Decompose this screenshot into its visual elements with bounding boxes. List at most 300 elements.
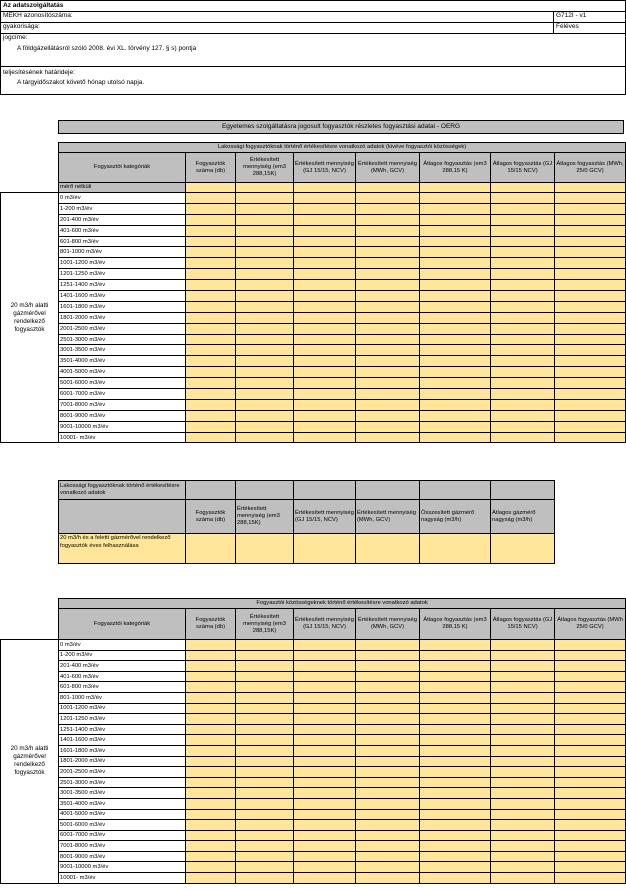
input-cell[interactable] (294, 323, 356, 334)
input-cell[interactable] (555, 798, 626, 809)
input-cell[interactable] (294, 410, 356, 421)
input-cell[interactable] (491, 777, 555, 788)
input-cell[interactable] (555, 830, 626, 841)
input-cell[interactable] (491, 225, 555, 236)
input-cell[interactable] (236, 334, 294, 345)
input-cell[interactable] (356, 809, 420, 820)
input-cell[interactable] (294, 767, 356, 778)
input-cell[interactable] (294, 745, 356, 756)
input-cell[interactable] (236, 378, 294, 389)
input-cell[interactable] (186, 830, 236, 841)
input-cell[interactable] (356, 236, 420, 247)
input-cell[interactable] (420, 323, 491, 334)
input-cell[interactable] (555, 735, 626, 746)
input-cell[interactable] (420, 334, 491, 345)
input-cell[interactable] (236, 389, 294, 400)
input-cell[interactable] (491, 809, 555, 820)
input-cell[interactable] (420, 534, 491, 564)
input-cell[interactable] (420, 640, 491, 651)
input-cell[interactable] (186, 809, 236, 820)
input-cell[interactable] (555, 399, 626, 410)
input-cell[interactable] (555, 820, 626, 831)
input-cell[interactable] (555, 661, 626, 672)
input-cell[interactable] (186, 236, 236, 247)
input-cell[interactable] (356, 777, 420, 788)
input-cell[interactable] (491, 756, 555, 767)
input-cell[interactable] (236, 851, 294, 862)
input-cell[interactable] (420, 389, 491, 400)
input-cell[interactable] (294, 661, 356, 672)
input-cell[interactable] (420, 756, 491, 767)
input-cell[interactable] (491, 301, 555, 312)
input-cell[interactable] (236, 183, 294, 193)
input-cell[interactable] (294, 671, 356, 682)
input-cell[interactable] (356, 183, 420, 193)
input-cell[interactable] (186, 671, 236, 682)
input-cell[interactable] (236, 682, 294, 693)
input-cell[interactable] (555, 756, 626, 767)
input-cell[interactable] (294, 692, 356, 703)
input-cell[interactable] (491, 183, 555, 193)
input-cell[interactable] (236, 193, 294, 204)
input-cell[interactable] (491, 841, 555, 852)
input-cell[interactable] (420, 851, 491, 862)
input-cell[interactable] (186, 798, 236, 809)
input-cell[interactable] (186, 756, 236, 767)
input-cell[interactable] (491, 203, 555, 214)
input-cell[interactable] (491, 798, 555, 809)
input-cell[interactable] (356, 432, 420, 443)
input-cell[interactable] (555, 203, 626, 214)
input-cell[interactable] (420, 671, 491, 682)
input-cell[interactable] (555, 640, 626, 651)
input-cell[interactable] (186, 745, 236, 756)
input-cell[interactable] (294, 862, 356, 873)
input-cell[interactable] (294, 389, 356, 400)
input-cell[interactable] (294, 345, 356, 356)
input-cell[interactable] (420, 841, 491, 852)
input-cell[interactable] (555, 367, 626, 378)
input-cell[interactable] (236, 534, 294, 564)
input-cell[interactable] (491, 640, 555, 651)
input-cell[interactable] (555, 193, 626, 204)
input-cell[interactable] (555, 851, 626, 862)
input-cell[interactable] (294, 356, 356, 367)
input-cell[interactable] (356, 703, 420, 714)
input-cell[interactable] (186, 421, 236, 432)
input-cell[interactable] (236, 301, 294, 312)
input-cell[interactable] (236, 724, 294, 735)
input-cell[interactable] (186, 767, 236, 778)
input-cell[interactable] (555, 280, 626, 291)
input-cell[interactable] (491, 873, 555, 884)
input-cell[interactable] (491, 312, 555, 323)
input-cell[interactable] (186, 258, 236, 269)
input-cell[interactable] (420, 724, 491, 735)
input-cell[interactable] (420, 410, 491, 421)
input-cell[interactable] (356, 873, 420, 884)
input-cell[interactable] (236, 312, 294, 323)
input-cell[interactable] (186, 214, 236, 225)
input-cell[interactable] (491, 820, 555, 831)
input-cell[interactable] (236, 777, 294, 788)
input-cell[interactable] (420, 692, 491, 703)
input-cell[interactable] (294, 703, 356, 714)
input-cell[interactable] (294, 193, 356, 204)
input-cell[interactable] (294, 735, 356, 746)
input-cell[interactable] (236, 203, 294, 214)
input-cell[interactable] (491, 323, 555, 334)
input-cell[interactable] (420, 225, 491, 236)
input-cell[interactable] (186, 661, 236, 672)
input-cell[interactable] (491, 432, 555, 443)
input-cell[interactable] (356, 356, 420, 367)
input-cell[interactable] (420, 650, 491, 661)
input-cell[interactable] (491, 767, 555, 778)
input-cell[interactable] (294, 724, 356, 735)
input-cell[interactable] (186, 650, 236, 661)
input-cell[interactable] (356, 367, 420, 378)
input-cell[interactable] (356, 640, 420, 651)
input-cell[interactable] (491, 280, 555, 291)
input-cell[interactable] (420, 788, 491, 799)
input-cell[interactable] (236, 735, 294, 746)
input-cell[interactable] (491, 724, 555, 735)
input-cell[interactable] (356, 334, 420, 345)
input-cell[interactable] (356, 301, 420, 312)
input-cell[interactable] (555, 671, 626, 682)
input-cell[interactable] (294, 183, 356, 193)
input-cell[interactable] (491, 745, 555, 756)
input-cell[interactable] (356, 312, 420, 323)
input-cell[interactable] (294, 841, 356, 852)
input-cell[interactable] (420, 258, 491, 269)
input-cell[interactable] (491, 410, 555, 421)
input-cell[interactable] (236, 356, 294, 367)
input-cell[interactable] (294, 269, 356, 280)
input-cell[interactable] (236, 671, 294, 682)
input-cell[interactable] (420, 301, 491, 312)
input-cell[interactable] (186, 334, 236, 345)
input-cell[interactable] (294, 830, 356, 841)
input-cell[interactable] (491, 193, 555, 204)
input-cell[interactable] (294, 334, 356, 345)
input-cell[interactable] (555, 692, 626, 703)
input-cell[interactable] (236, 692, 294, 703)
input-cell[interactable] (356, 745, 420, 756)
input-cell[interactable] (491, 378, 555, 389)
input-cell[interactable] (555, 345, 626, 356)
input-cell[interactable] (186, 724, 236, 735)
input-cell[interactable] (236, 862, 294, 873)
input-cell[interactable] (555, 378, 626, 389)
input-cell[interactable] (186, 862, 236, 873)
input-cell[interactable] (491, 682, 555, 693)
input-cell[interactable] (236, 767, 294, 778)
input-cell[interactable] (236, 703, 294, 714)
input-cell[interactable] (420, 345, 491, 356)
input-cell[interactable] (186, 225, 236, 236)
input-cell[interactable] (294, 432, 356, 443)
input-cell[interactable] (356, 193, 420, 204)
input-cell[interactable] (555, 236, 626, 247)
input-cell[interactable] (236, 214, 294, 225)
input-cell[interactable] (294, 714, 356, 725)
input-cell[interactable] (236, 291, 294, 302)
input-cell[interactable] (236, 788, 294, 799)
input-cell[interactable] (186, 714, 236, 725)
input-cell[interactable] (356, 247, 420, 258)
input-cell[interactable] (186, 193, 236, 204)
input-cell[interactable] (555, 841, 626, 852)
input-cell[interactable] (186, 389, 236, 400)
input-cell[interactable] (491, 421, 555, 432)
input-cell[interactable] (356, 323, 420, 334)
input-cell[interactable] (491, 269, 555, 280)
input-cell[interactable] (356, 291, 420, 302)
input-cell[interactable] (236, 756, 294, 767)
input-cell[interactable] (186, 820, 236, 831)
input-cell[interactable] (294, 236, 356, 247)
input-cell[interactable] (356, 410, 420, 421)
input-cell[interactable] (356, 269, 420, 280)
input-cell[interactable] (236, 225, 294, 236)
input-cell[interactable] (356, 534, 420, 564)
input-cell[interactable] (186, 356, 236, 367)
input-cell[interactable] (294, 851, 356, 862)
input-cell[interactable] (186, 323, 236, 334)
input-cell[interactable] (491, 389, 555, 400)
input-cell[interactable] (294, 820, 356, 831)
input-cell[interactable] (294, 756, 356, 767)
input-cell[interactable] (186, 851, 236, 862)
input-cell[interactable] (555, 312, 626, 323)
input-cell[interactable] (491, 356, 555, 367)
input-cell[interactable] (555, 421, 626, 432)
input-cell[interactable] (356, 389, 420, 400)
input-cell[interactable] (356, 735, 420, 746)
input-cell[interactable] (236, 345, 294, 356)
input-cell[interactable] (356, 682, 420, 693)
input-cell[interactable] (356, 399, 420, 410)
input-cell[interactable] (186, 399, 236, 410)
input-cell[interactable] (420, 767, 491, 778)
input-cell[interactable] (236, 820, 294, 831)
input-cell[interactable] (420, 820, 491, 831)
input-cell[interactable] (555, 269, 626, 280)
input-cell[interactable] (555, 862, 626, 873)
input-cell[interactable] (491, 258, 555, 269)
input-cell[interactable] (491, 661, 555, 672)
input-cell[interactable] (236, 830, 294, 841)
input-cell[interactable] (491, 692, 555, 703)
input-cell[interactable] (555, 724, 626, 735)
input-cell[interactable] (356, 841, 420, 852)
input-cell[interactable] (491, 735, 555, 746)
input-cell[interactable] (356, 692, 420, 703)
input-cell[interactable] (555, 410, 626, 421)
input-cell[interactable] (356, 767, 420, 778)
input-cell[interactable] (555, 258, 626, 269)
input-cell[interactable] (294, 873, 356, 884)
input-cell[interactable] (555, 767, 626, 778)
input-cell[interactable] (555, 225, 626, 236)
input-cell[interactable] (555, 777, 626, 788)
input-cell[interactable] (236, 247, 294, 258)
input-cell[interactable] (186, 203, 236, 214)
input-cell[interactable] (491, 671, 555, 682)
input-cell[interactable] (555, 389, 626, 400)
input-cell[interactable] (294, 301, 356, 312)
input-cell[interactable] (186, 788, 236, 799)
input-cell[interactable] (236, 873, 294, 884)
input-cell[interactable] (236, 640, 294, 651)
input-cell[interactable] (555, 703, 626, 714)
input-cell[interactable] (294, 378, 356, 389)
input-cell[interactable] (555, 247, 626, 258)
input-cell[interactable] (356, 756, 420, 767)
input-cell[interactable] (555, 334, 626, 345)
input-cell[interactable] (294, 682, 356, 693)
input-cell[interactable] (236, 367, 294, 378)
input-cell[interactable] (294, 247, 356, 258)
input-cell[interactable] (236, 421, 294, 432)
input-cell[interactable] (555, 873, 626, 884)
input-cell[interactable] (294, 798, 356, 809)
input-cell[interactable] (420, 682, 491, 693)
input-cell[interactable] (491, 345, 555, 356)
input-cell[interactable] (186, 777, 236, 788)
input-cell[interactable] (356, 830, 420, 841)
input-cell[interactable] (294, 203, 356, 214)
input-cell[interactable] (186, 269, 236, 280)
input-cell[interactable] (236, 650, 294, 661)
input-cell[interactable] (294, 258, 356, 269)
input-cell[interactable] (555, 650, 626, 661)
input-cell[interactable] (491, 247, 555, 258)
input-cell[interactable] (555, 682, 626, 693)
input-cell[interactable] (491, 830, 555, 841)
input-cell[interactable] (356, 724, 420, 735)
input-cell[interactable] (186, 378, 236, 389)
input-cell[interactable] (420, 745, 491, 756)
input-cell[interactable] (186, 534, 236, 564)
input-cell[interactable] (491, 862, 555, 873)
input-cell[interactable] (555, 356, 626, 367)
input-cell[interactable] (420, 378, 491, 389)
input-cell[interactable] (420, 735, 491, 746)
input-cell[interactable] (491, 851, 555, 862)
input-cell[interactable] (420, 399, 491, 410)
input-cell[interactable] (186, 312, 236, 323)
input-cell[interactable] (186, 703, 236, 714)
input-cell[interactable] (236, 410, 294, 421)
input-cell[interactable] (356, 862, 420, 873)
input-cell[interactable] (294, 280, 356, 291)
input-cell[interactable] (491, 650, 555, 661)
input-cell[interactable] (555, 432, 626, 443)
input-cell[interactable] (356, 258, 420, 269)
input-cell[interactable] (356, 378, 420, 389)
input-cell[interactable] (356, 661, 420, 672)
input-cell[interactable] (555, 291, 626, 302)
input-cell[interactable] (236, 714, 294, 725)
input-cell[interactable] (420, 661, 491, 672)
input-cell[interactable] (236, 236, 294, 247)
input-cell[interactable] (294, 809, 356, 820)
input-cell[interactable] (294, 312, 356, 323)
input-cell[interactable] (491, 334, 555, 345)
input-cell[interactable] (294, 367, 356, 378)
input-cell[interactable] (236, 258, 294, 269)
input-cell[interactable] (356, 851, 420, 862)
input-cell[interactable] (186, 682, 236, 693)
input-cell[interactable] (236, 399, 294, 410)
input-cell[interactable] (236, 661, 294, 672)
input-cell[interactable] (420, 183, 491, 193)
input-cell[interactable] (356, 225, 420, 236)
input-cell[interactable] (294, 640, 356, 651)
input-cell[interactable] (236, 269, 294, 280)
input-cell[interactable] (420, 777, 491, 788)
input-cell[interactable] (236, 841, 294, 852)
input-cell[interactable] (356, 214, 420, 225)
input-cell[interactable] (186, 247, 236, 258)
input-cell[interactable] (420, 236, 491, 247)
input-cell[interactable] (420, 432, 491, 443)
input-cell[interactable] (356, 714, 420, 725)
input-cell[interactable] (491, 367, 555, 378)
input-cell[interactable] (491, 714, 555, 725)
input-cell[interactable] (491, 214, 555, 225)
input-cell[interactable] (356, 820, 420, 831)
input-cell[interactable] (186, 280, 236, 291)
input-cell[interactable] (420, 809, 491, 820)
input-cell[interactable] (356, 788, 420, 799)
input-cell[interactable] (420, 280, 491, 291)
input-cell[interactable] (186, 692, 236, 703)
input-cell[interactable] (356, 421, 420, 432)
input-cell[interactable] (356, 203, 420, 214)
input-cell[interactable] (236, 432, 294, 443)
input-cell[interactable] (491, 399, 555, 410)
input-cell[interactable] (186, 841, 236, 852)
input-cell[interactable] (294, 291, 356, 302)
input-cell[interactable] (236, 798, 294, 809)
input-cell[interactable] (294, 788, 356, 799)
input-cell[interactable] (420, 367, 491, 378)
input-cell[interactable] (356, 671, 420, 682)
input-cell[interactable] (356, 345, 420, 356)
input-cell[interactable] (555, 323, 626, 334)
input-cell[interactable] (420, 873, 491, 884)
input-cell[interactable] (420, 356, 491, 367)
input-cell[interactable] (236, 280, 294, 291)
input-cell[interactable] (294, 214, 356, 225)
input-cell[interactable] (186, 183, 236, 193)
input-cell[interactable] (491, 534, 555, 564)
input-cell[interactable] (491, 788, 555, 799)
input-cell[interactable] (420, 312, 491, 323)
input-cell[interactable] (555, 301, 626, 312)
input-cell[interactable] (294, 777, 356, 788)
input-cell[interactable] (420, 247, 491, 258)
input-cell[interactable] (294, 399, 356, 410)
input-cell[interactable] (491, 703, 555, 714)
input-cell[interactable] (186, 345, 236, 356)
input-cell[interactable] (356, 798, 420, 809)
input-cell[interactable] (420, 291, 491, 302)
